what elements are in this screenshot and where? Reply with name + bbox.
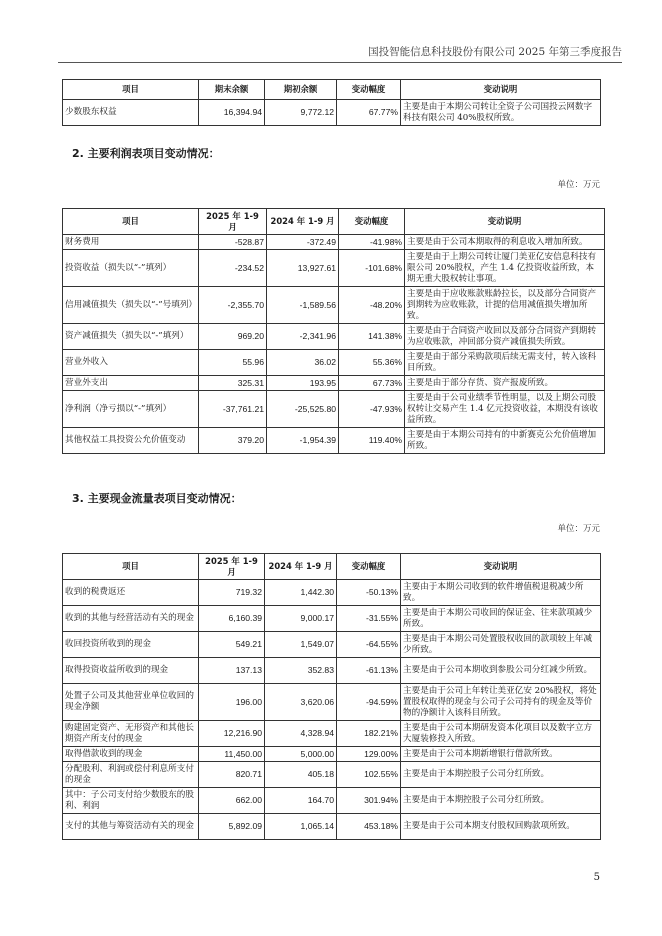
value-cell: -25,525.80 xyxy=(267,391,339,428)
value-cell: -48.20% xyxy=(339,287,405,324)
value-cell: -1,954.39 xyxy=(267,428,339,454)
value-cell: 119.40% xyxy=(339,428,405,454)
explanation-cell: 主要是由于本期公司持有的中新赛克公允价值增加所致。 xyxy=(405,428,605,454)
table-row xyxy=(63,324,605,350)
table-row xyxy=(63,376,605,391)
value-cell: 820.71 xyxy=(199,762,265,788)
column-header: 期末余额 xyxy=(199,80,265,100)
value-cell: 55.36% xyxy=(339,350,405,376)
item-cell: 财务费用 xyxy=(63,235,199,250)
item-cell: 取得借款收到的现金 xyxy=(63,747,199,762)
table-row xyxy=(63,606,601,632)
value-cell: 325.31 xyxy=(199,376,267,391)
value-cell: 55.96 xyxy=(199,350,267,376)
item-cell: 信用减值损失（损失以“-”号填列） xyxy=(63,287,199,324)
item-cell: 取得投资收益所收到的现金 xyxy=(63,658,199,684)
item-cell: 投资收益（损失以“-”填列） xyxy=(63,250,199,287)
value-cell: -528.87 xyxy=(199,235,267,250)
value-cell: 13,927.61 xyxy=(267,250,339,287)
value-cell: 352.83 xyxy=(265,658,337,684)
explanation-cell: 主要是由于公司本期取得的利息收入增加所致。 xyxy=(405,235,605,250)
item-cell: 分配股利、利润或偿付利息所支付的现金 xyxy=(63,762,199,788)
table-row xyxy=(63,747,601,762)
item-cell: 其他权益工具投资公允价值变动 xyxy=(63,428,199,454)
table-header-row xyxy=(63,80,601,100)
table-row xyxy=(63,100,601,126)
item-cell: 支付的其他与筹资活动有关的现金 xyxy=(63,814,199,840)
column-header: 变动说明 xyxy=(401,554,601,580)
income-statement-table xyxy=(62,208,605,454)
value-cell: -64.55% xyxy=(337,632,401,658)
table-row xyxy=(63,391,605,428)
value-cell: -372.49 xyxy=(267,235,339,250)
column-header: 2024 年 1-9 月 xyxy=(267,209,339,235)
item-cell: 资产减值损失（损失以“-”填列） xyxy=(63,324,199,350)
explanation-cell: 主要是由于本期公司处置股权收回的款项较上年减少所致。 xyxy=(401,632,601,658)
value-cell: 141.38% xyxy=(339,324,405,350)
page-number: 5 xyxy=(593,872,600,883)
header-rule xyxy=(58,62,622,63)
page-header: 国投智能信息科技股份有限公司 2025 年第三季度报告 xyxy=(368,46,622,58)
table-row xyxy=(63,684,601,721)
value-cell: -31.55% xyxy=(337,606,401,632)
value-cell: 9,772.12 xyxy=(265,100,337,126)
value-cell: -41.98% xyxy=(339,235,405,250)
column-header: 变动幅度 xyxy=(339,209,405,235)
explanation-cell: 主要是由于部分存货、资产报废所致。 xyxy=(405,376,605,391)
explanation-cell: 主要是由于合同资产收回以及部分合同资产到期转为应收账款，冲回部分资产减值损失所致。 xyxy=(405,324,605,350)
table-row xyxy=(63,788,601,814)
column-header: 项目 xyxy=(63,80,199,100)
explanation-cell: 主要是由于本期公司收回的保证金、往来款项减少所致。 xyxy=(401,606,601,632)
income-unit-label: 单位：万元 xyxy=(557,180,600,190)
explanation-cell: 主要是由于公司上年转让美亚亿安 20%股权，将处置股权取得的现金与公司子公司持有的现金及等价物的净额计入该科目所致。 xyxy=(401,684,601,721)
explanation-cell: 主要是由于公司业绩季节性明显，以及上期公司股权转让交易产生 1.4 亿元投资收益，本期没有该收益所致。 xyxy=(405,391,605,428)
explanation-cell: 主要是由于部分采购款项后续无需支付，转入该科目所致。 xyxy=(405,350,605,376)
value-cell: 36.02 xyxy=(267,350,339,376)
cashflow-table xyxy=(62,553,601,840)
value-cell: 67.73% xyxy=(339,376,405,391)
explanation-cell: 主要是由于公司本期支付股权回购款项所致。 xyxy=(401,814,601,840)
explanation-cell: 主要是由于公司本期研发资本化项目以及数字立方大厦装修投入所致。 xyxy=(401,721,601,747)
table-row xyxy=(63,235,605,250)
cashflow-unit-label: 单位：万元 xyxy=(557,524,600,534)
value-cell: -1,589.56 xyxy=(267,287,339,324)
value-cell: 164.70 xyxy=(265,788,337,814)
value-cell: -101.68% xyxy=(339,250,405,287)
value-cell: 5,892.09 xyxy=(199,814,265,840)
value-cell: 1,549.07 xyxy=(265,632,337,658)
explanation-cell: 主要是由于本期控股子公司分红所致。 xyxy=(401,762,601,788)
value-cell: 1,442.30 xyxy=(265,580,337,606)
value-cell: 16,394.94 xyxy=(199,100,265,126)
value-cell: -50.13% xyxy=(337,580,401,606)
table-row xyxy=(63,580,601,606)
column-header: 2025 年 1-9 月 xyxy=(199,554,265,580)
value-cell: -94.59% xyxy=(337,684,401,721)
item-cell: 其中：子公司支付给少数股东的股利、利润 xyxy=(63,788,199,814)
column-header: 项目 xyxy=(63,554,199,580)
table-row xyxy=(63,287,605,324)
column-header: 变动幅度 xyxy=(337,80,401,100)
value-cell: 196.00 xyxy=(199,684,265,721)
item-cell: 少数股东权益 xyxy=(63,100,199,126)
value-cell: 5,000.00 xyxy=(265,747,337,762)
item-cell: 营业外支出 xyxy=(63,376,199,391)
value-cell: -47.93% xyxy=(339,391,405,428)
item-cell: 净利润（净亏损以“-”填列） xyxy=(63,391,199,428)
column-header: 变动说明 xyxy=(405,209,605,235)
column-header: 变动幅度 xyxy=(337,554,401,580)
value-cell: 6,160.39 xyxy=(199,606,265,632)
table-row xyxy=(63,428,605,454)
value-cell: 453.18% xyxy=(337,814,401,840)
value-cell: 405.18 xyxy=(265,762,337,788)
table-row xyxy=(63,814,601,840)
explanation-cell: 主要是由于公司本期收到参股公司分红减少所致。 xyxy=(401,658,601,684)
value-cell: 137.13 xyxy=(199,658,265,684)
column-header: 期初余额 xyxy=(265,80,337,100)
value-cell: 11,450.00 xyxy=(199,747,265,762)
column-header: 2025 年 1-9 月 xyxy=(199,209,267,235)
column-header: 2024 年 1-9 月 xyxy=(265,554,337,580)
table-header-row xyxy=(63,209,605,235)
value-cell: -61.13% xyxy=(337,658,401,684)
value-cell: 549.21 xyxy=(199,632,265,658)
value-cell: -234.52 xyxy=(199,250,267,287)
value-cell: 379.20 xyxy=(199,428,267,454)
item-cell: 收回投资所收到的现金 xyxy=(63,632,199,658)
value-cell: 3,620.06 xyxy=(265,684,337,721)
table-row xyxy=(63,721,601,747)
value-cell: 9,000.17 xyxy=(265,606,337,632)
value-cell: 193.95 xyxy=(267,376,339,391)
cashflow-section-title: 3. 主要现金流量表项目变动情况： xyxy=(72,492,242,505)
explanation-cell: 主要是由于本期公司转让全资子公司国投云网数字科技有限公司 40%股权所致。 xyxy=(401,100,601,126)
explanation-cell: 主要是由于公司本期新增银行借款所致。 xyxy=(401,747,601,762)
item-cell: 购建固定资产、无形资产和其他长期资产所支付的现金 xyxy=(63,721,199,747)
item-cell: 收到的其他与经营活动有关的现金 xyxy=(63,606,199,632)
item-cell: 收到的税费返还 xyxy=(63,580,199,606)
income-section-title: 2. 主要利润表项目变动情况： xyxy=(72,147,220,160)
table-row xyxy=(63,762,601,788)
value-cell: 182.21% xyxy=(337,721,401,747)
value-cell: 4,328.94 xyxy=(265,721,337,747)
value-cell: 129.00% xyxy=(337,747,401,762)
value-cell: -2,341.96 xyxy=(267,324,339,350)
explanation-cell: 主要是由于应收账款账龄拉长，以及部分合同资产到期转为应收账款，计提的信用减值损失增加所致。 xyxy=(405,287,605,324)
value-cell: 662.00 xyxy=(199,788,265,814)
explanation-cell: 主要是由于上期公司转让厦门美亚亿安信息科技有限公司 20%股权，产生 1.4 亿投资收益所致，本期无重大股权转让事项。 xyxy=(405,250,605,287)
value-cell: 301.94% xyxy=(337,788,401,814)
minority-equity-table xyxy=(62,79,601,126)
item-cell: 营业外收入 xyxy=(63,350,199,376)
item-cell: 处置子公司及其他营业单位收回的现金净额 xyxy=(63,684,199,721)
value-cell: 102.55% xyxy=(337,762,401,788)
table-row xyxy=(63,658,601,684)
value-cell: -2,355.70 xyxy=(199,287,267,324)
table-header-row xyxy=(63,554,601,580)
value-cell: 12,216.90 xyxy=(199,721,265,747)
explanation-cell: 主要是由于本期控股子公司分红所致。 xyxy=(401,788,601,814)
table-row xyxy=(63,350,605,376)
table-row xyxy=(63,632,601,658)
value-cell: 969.20 xyxy=(199,324,267,350)
value-cell: 1,065.14 xyxy=(265,814,337,840)
value-cell: 719.32 xyxy=(199,580,265,606)
table-row xyxy=(63,250,605,287)
column-header: 变动说明 xyxy=(401,80,601,100)
column-header: 项目 xyxy=(63,209,199,235)
value-cell: 67.77% xyxy=(337,100,401,126)
value-cell: -37,761.21 xyxy=(199,391,267,428)
explanation-cell: 主要由于本期公司收到的软件增值税退税减少所致。 xyxy=(401,580,601,606)
